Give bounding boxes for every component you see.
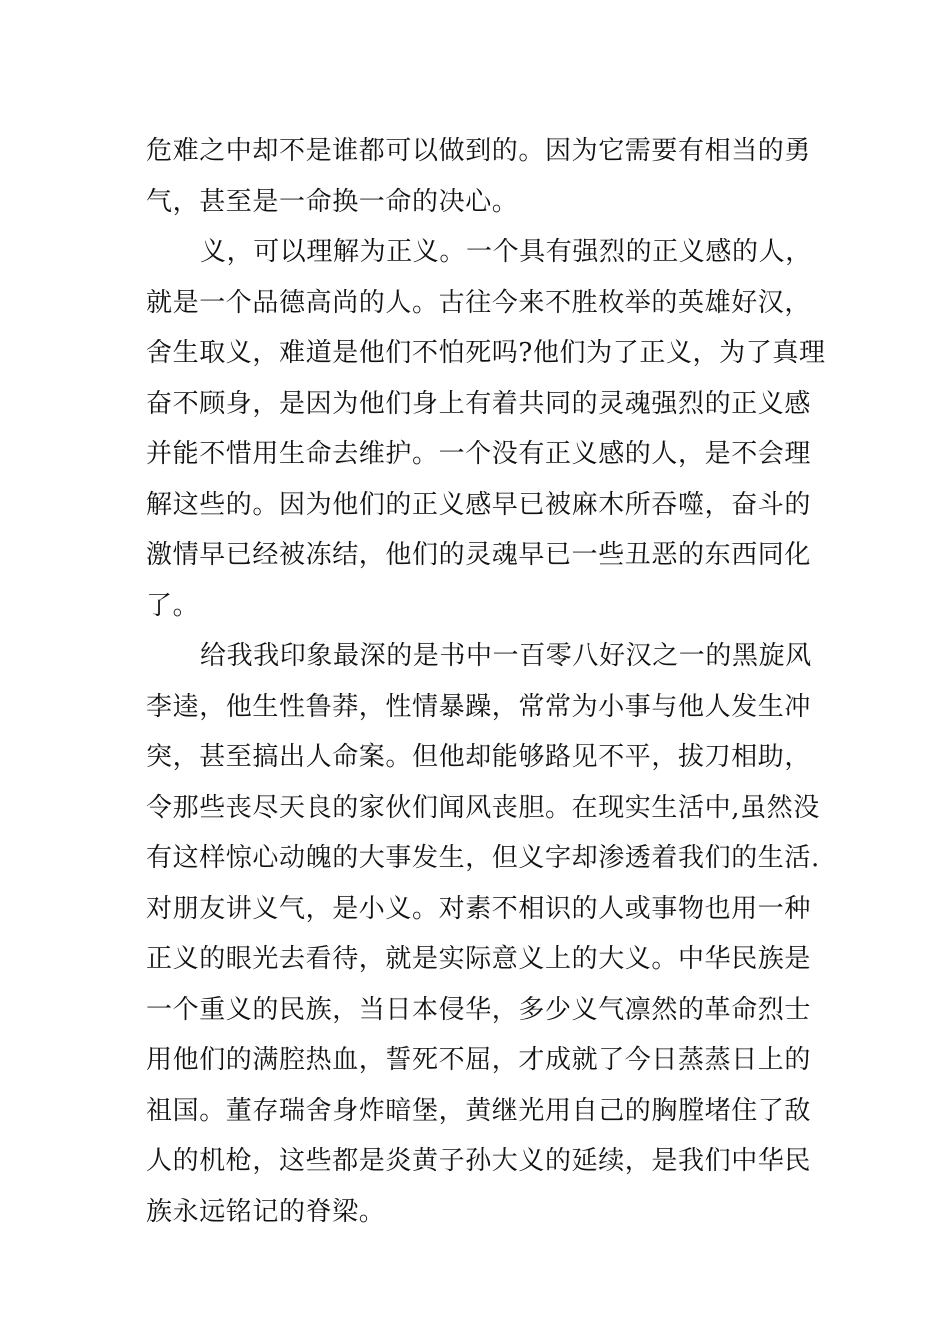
text-line: 人的机枪，这些都是炎黄子孙大义的延续，是我们中华民	[146, 1146, 812, 1176]
text-line: 令那些丧尽天良的家伙们闻风丧胆。在现实生活中,虽然没	[146, 792, 820, 823]
text-line: 危难之中却不是谁都可以做到的。因为它需要有相当的勇	[146, 136, 812, 166]
text-line: 气，甚至是一命换一命的决心。	[146, 186, 519, 217]
text-line: 祖国。董存瑞舍身炸暗堡，黄继光用自己的胸膛堵住了敌	[146, 1095, 812, 1126]
paragraph-first-line: 给我我印象最深的是书中一百零八好汉之一的黑旋风	[200, 641, 812, 671]
text-line: 奋不顾身，是因为他们身上有着共同的灵魂强烈的正义感	[146, 388, 812, 419]
text-line: 正义的眼光去看待，就是实际意义上的大义。中华民族是	[146, 944, 812, 974]
text-line: 用他们的满腔热血，誓死不屈，才成就了今日蒸蒸日上的	[146, 1045, 812, 1075]
text-line: 对朋友讲义气，是小义。对素不相识的人或事物也用一种	[146, 893, 812, 924]
text-line: 有这样惊心动魄的大事发生，但义字却渗透着我们的生活.	[146, 843, 820, 873]
text-line: 舍生取义，难道是他们不怕死吗?他们为了正义，为了真理	[146, 338, 826, 368]
paragraph-first-line: 义，可以理解为正义。一个具有强烈的正义感的人，	[200, 237, 812, 267]
text-line: 激情早已经被冻结，他们的灵魂早已一些丑恶的东西同化	[146, 540, 812, 570]
text-line: 解这些的。因为他们的正义感早已被麻木所吞噬，奋斗的	[146, 489, 812, 520]
document-body	[146, 126, 826, 1237]
text-line: 族永远铭记的脊梁。	[146, 1196, 386, 1227]
text-line: 突，甚至搞出人命案。但他却能够路见不平，拔刀相助，	[146, 742, 812, 772]
text-line: 一个重义的民族，当日本侵华，多少义气凛然的革命烈士	[146, 994, 812, 1025]
text-line: 就是一个品德高尚的人。古往今来不胜枚举的英雄好汉，	[146, 287, 812, 318]
text-line: 并能不惜用生命去维护。一个没有正义感的人，是不会理	[146, 439, 812, 469]
text-line: 李逵，他生性鲁莽，性情暴躁，常常为小事与他人发生冲	[146, 691, 812, 722]
text-line: 了。	[146, 590, 200, 621]
